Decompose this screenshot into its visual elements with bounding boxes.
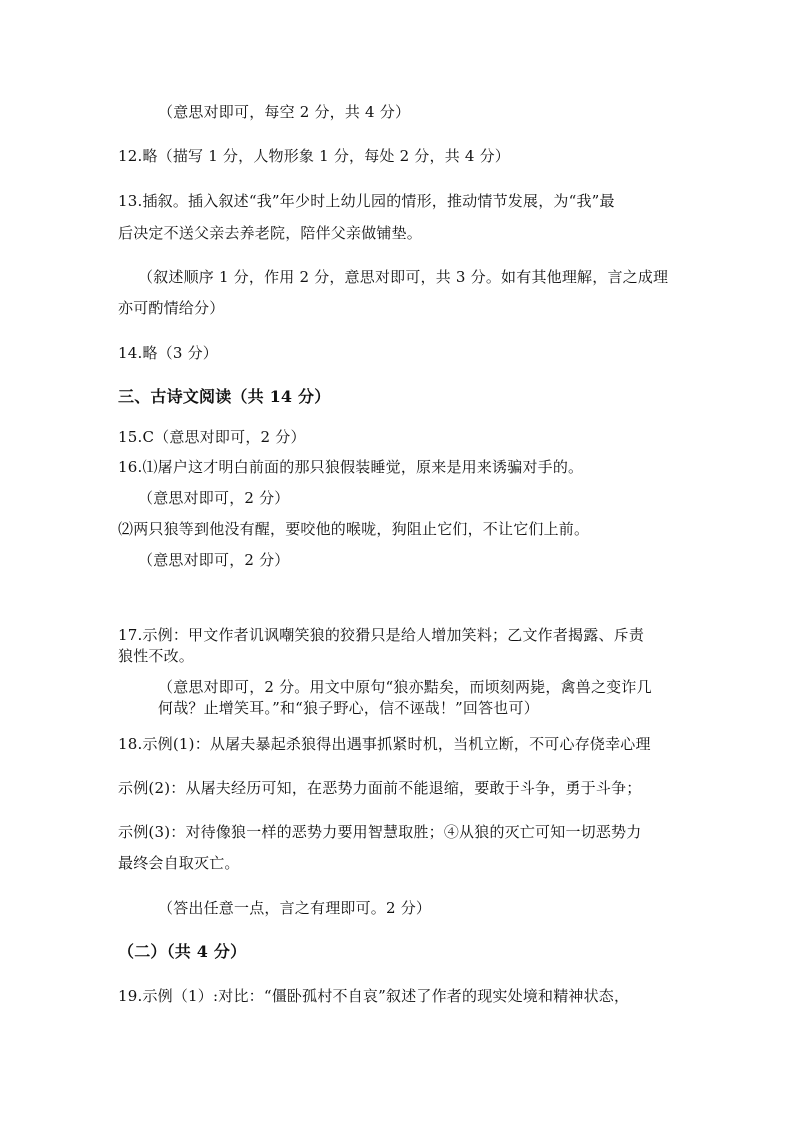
answer-q12: 12.略（描写 1 分，人物形象 1 分，每处 2 分，共 4 分） — [118, 147, 510, 165]
score-note-q16-part2: （意思对即可，2 分） — [138, 551, 290, 569]
answer-q17-line2: 狼性不改。 — [118, 647, 195, 665]
score-note-q16-part1: （意思对即可，2 分） — [138, 489, 290, 507]
score-note-q11: （意思对即可，每空 2 分，共 4 分） — [158, 103, 411, 121]
answer-q17-line1: 17.示例：甲文作者讥讽嘲笑狼的狡猾只是给人增加笑料；乙文作者揭露、斥责 — [118, 626, 645, 644]
score-note-q13-line1: （叙述顺序 1 分，作用 2 分，意思对即可，共 3 分。如有其他理解，言之成理 — [138, 268, 669, 286]
answer-q18-example1: 18.示例(1)：从屠夫暴起杀狼得出遇事抓紧时机，当机立断，不可心存侥幸心理 — [118, 735, 651, 753]
answer-q18-example3-line1: 示例(3)：对待像狼一样的恶势力要用智慧取胜；④从狼的灭亡可知一切恶势力 — [118, 823, 642, 841]
answer-q13-line2: 后决定不送父亲去养老院，陪伴父亲做铺垫。 — [118, 224, 423, 242]
answer-q16-part2: ⑵两只狼等到他没有醒，要咬他的喉咙，狗阻止它们，不让它们上前。 — [118, 520, 590, 538]
score-note-q17-line2: 何哉？止增笑耳。”和“狼子野心，信不诬哉！”回答也可） — [158, 699, 539, 717]
answer-q14: 14.略（3 分） — [118, 344, 218, 362]
score-note-q18: （答出任意一点，言之有理即可。2 分） — [158, 899, 432, 917]
score-note-q17-line1: （意思对即可，2 分。用文中原句“狼亦黠矣，而顷刻两毙，禽兽之变诈几 — [158, 678, 652, 696]
answer-q19-line1: 19.示例（1）:对比：“僵卧孤村不自哀”叙述了作者的现实处境和精神状态， — [118, 987, 630, 1005]
subsection-heading-2: （二）（共 4 分） — [118, 942, 247, 961]
answer-q13-line1: 13.插叙。插入叙述“我”年少时上幼儿园的情形，推动情节发展，为“我”最 — [118, 192, 615, 210]
section-heading-classical-poetry: 三、古诗文阅读（共 14 分） — [118, 387, 331, 406]
answer-q16-part1: 16.⑴屠户这才明白前面的那只狼假装睡觉，原来是用来诱骗对手的。 — [118, 458, 584, 476]
score-note-q13-line2: 亦可酌情给分） — [118, 299, 225, 317]
answer-q15: 15.C（意思对即可，2 分） — [118, 428, 306, 446]
answer-q18-example2: 示例(2)：从屠夫经历可知，在恶势力面前不能退缩，要敢于斗争，勇于斗争； — [118, 779, 642, 797]
answer-q18-example3-line2: 最终会自取灭亡。 — [118, 854, 240, 872]
